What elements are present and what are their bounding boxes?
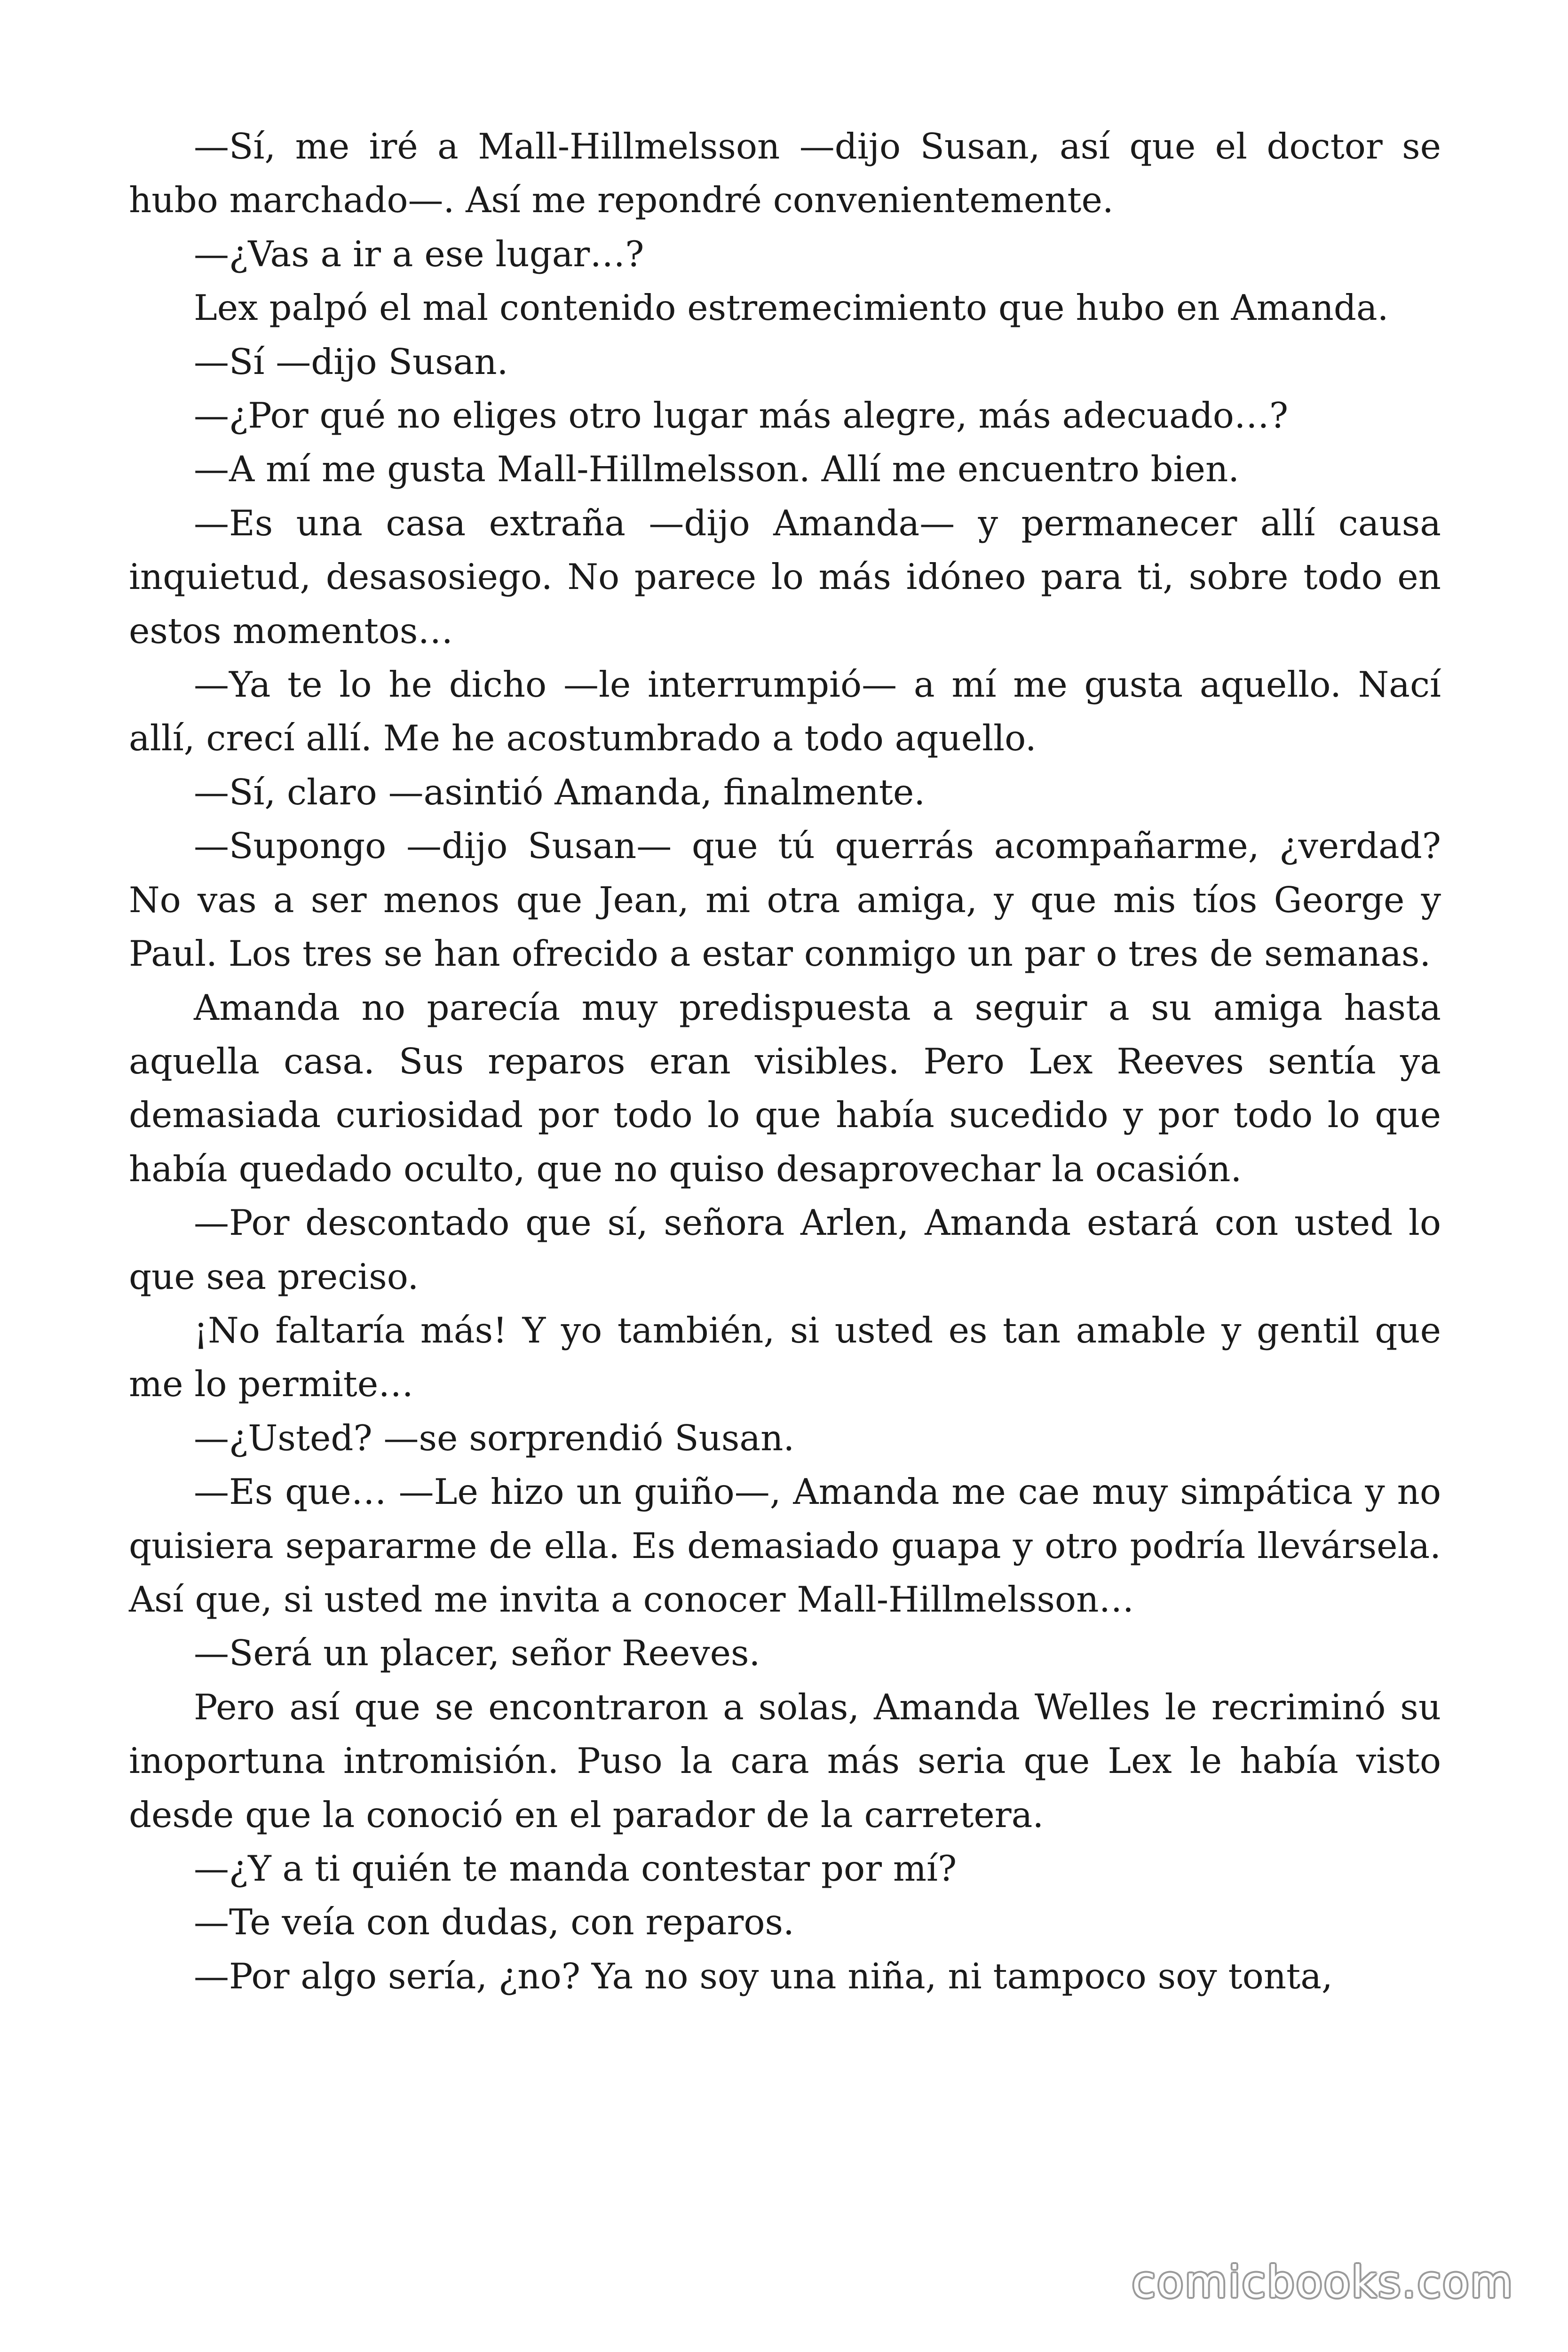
paragraph: Amanda no parecía muy predispuesta a seguir a su amiga hasta aquella casa. Sus reparos eran visibles. Pero Lex Reeves sentía ya demasiada curiosidad por todo lo que había sucedido y por todo lo que había quedado oculto, que no quiso desaprovechar la ocasión. [129,986,1441,1190]
paragraph: —Ya te lo he dicho —le interrumpió— a mí me gusta aquello. Nací allí, crecí allí. Me he acostumbrado a todo aquello. [129,664,1441,759]
paragraph: —¿Usted? —se sorprendió Susan. [194,1417,795,1459]
watermark: comicbooks.com [1132,2257,1514,2307]
paragraph: —Será un placer, señor Reeves. [194,1632,760,1674]
paragraph: —Es que… —Le hizo un guiño—, Amanda me cae muy simpática y no quisiera separarme de ella. Es demasiado guapa y otro podría llevársela. Así que, si usted me invita a conocer Mall-Hillmelsson… [129,1471,1441,1620]
paragraph: —Por algo sería, ¿no? Ya no soy una niña, ni tampoco soy tonta, [194,1955,1333,1997]
paragraph: —Sí —dijo Susan. [194,341,508,382]
paragraph: —¿Por qué no eliges otro lugar más alegre, más adecuado…? [194,395,1289,437]
paragraph: —¿Vas a ir a ese lugar…? [194,233,644,275]
paragraph: —Por descontado que sí, señora Arlen, Amanda estará con usted lo que sea preciso. [129,1202,1441,1297]
paragraph: Pero así que se encontraron a solas, Amanda Welles le recriminó su inoportuna intromisión. Puso la cara más seria que Lex le había visto desde que la conoció en el parador de la carretera. [129,1686,1441,1836]
page-body-text [129,119,1441,2003]
paragraph: —Te veía con dudas, con reparos. [194,1901,794,1943]
paragraph: —¿Y a ti quién te manda contestar por mí? [194,1848,957,1889]
paragraph: —Es una casa extraña —dijo Amanda— y permanecer allí causa inquietud, desasosiego. No parece lo más idóneo para ti, sobre todo en estos momentos… [129,502,1441,652]
paragraph: —A mí me gusta Mall-Hillmelsson. Allí me encuentro bien. [194,448,1240,490]
paragraph: —Sí, claro —asintió Amanda, finalmente. [194,771,926,813]
paragraph: ¡No faltaría más! Y yo también, si usted es tan amable y gentil que me lo permite… [129,1309,1441,1405]
paragraph: —Sí, me iré a Mall-Hillmelsson —dijo Susan, así que el doctor se hubo marchado—. Así me repondré convenientemente. [129,126,1441,221]
paragraph: —Supongo —dijo Susan— que tú querrás acompañarme, ¿verdad? No vas a ser menos que Jean, mi otra amiga, y que mis tíos George y Paul. Los tres se han ofrecido a estar conmigo un par o tres de semanas. [129,825,1441,975]
paragraph: Lex palpó el mal contenido estremecimiento que hubo en Amanda. [194,287,1389,329]
